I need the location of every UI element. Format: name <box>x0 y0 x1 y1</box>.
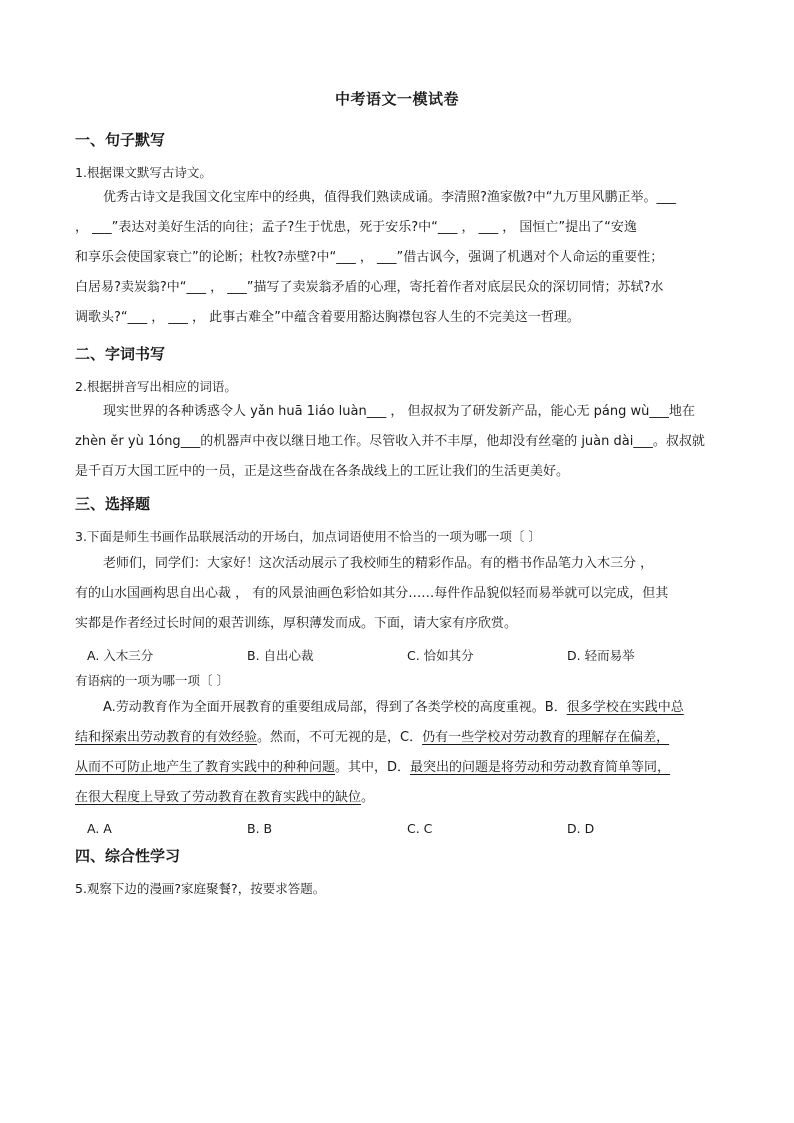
section-heading-1: 一、句子默写 <box>75 131 166 149</box>
sentence-connector: 。其中，D． <box>335 760 411 775</box>
section-heading-4: 四、综合性学习 <box>75 847 181 865</box>
question-4-passage <box>75 693 720 813</box>
sentence-d-underlined: 最突出的问题是将劳动和劳动教育简单等同， <box>410 760 671 775</box>
question-2-prompt: 2.根据拼音写出相应的词语。 <box>75 379 237 394</box>
option-a[interactable]: A. A <box>87 821 112 836</box>
sentence-a: A.劳动教育作为全面开展教育的重要组成局部，得到了各类学校的高度重视。B． <box>103 700 567 715</box>
option-b[interactable]: B. B <box>247 821 273 836</box>
option-c[interactable]: C. 恰如其分 <box>407 648 474 663</box>
sentence-b-underlined: 很多学校在实践中总 <box>566 700 684 715</box>
passage-line: 是千百万大国工匠中的一员，正是这些奋战在各条战线上的工匠让我们的生活更美好。 <box>75 464 570 479</box>
question-3-prompt: 3.下面是师生书画作品联展活动的开场白，加点词语使用不恰当的一项为哪一项〔 〕 <box>75 529 541 544</box>
passage-line <box>75 783 720 813</box>
passage-line: ， ___”表达对美好生活的向往；孟子?生于忧患，死于安乐?中“___ ， ___ ， 国恒亡”提出了“安逸 <box>75 220 637 235</box>
passage-line: 实都是作者经过长时间的艰苦训练，厚积薄发而成。下面，请大家有序欣赏。 <box>75 616 518 631</box>
question-3-options <box>87 646 727 664</box>
passage-line: 和享乐会使国家衰亡”的论断；杜牧?赤壁?中“___ ， ___”借古讽今，强调了机遇对个人命运的重要性； <box>75 250 664 265</box>
question-4-options <box>87 821 727 836</box>
passage-line: 白居易?卖炭翁?中“___ ， ___”描写了卖炭翁矛盾的心理，寄托着作者对底层民众的深切同情；苏轼?水 <box>75 280 664 295</box>
question-4-prompt: 有语病的一项为哪一项〔 〕 <box>75 673 229 688</box>
passage-line: 有的山水国画构思自出心裁 ， 有的风景油画色彩恰如其分……每件作品貌似轻而易举就可以完成，但其 <box>75 586 669 601</box>
sentence-c-underlined: 仍有一些学校对劳动教育的理解存在偏差， <box>422 730 670 745</box>
question-3-passage <box>75 549 720 639</box>
passage-line <box>75 723 720 753</box>
question-1-prompt: 1.根据课文默写古诗文。 <box>75 165 212 180</box>
question-2-passage <box>75 397 720 487</box>
passage-line: 现实世界的各种诱惑令人 yǎn huā 1iáo luàn___ ， 但叔叔为了研发新产品，能心无 páng wù___地在 <box>103 404 695 419</box>
option-c[interactable]: C. C <box>407 821 433 836</box>
question-5-prompt: 5.观察下边的漫画?家庭聚餐?，按要求答题。 <box>75 881 326 896</box>
option-d[interactable]: D. 轻而易举 <box>567 648 635 663</box>
passage-line: zhèn ěr yù 1óng___的机器声中夜以继日地工作。尽管收入并不丰厚，他却没有丝毫的 juàn dài___。叔叔就 <box>75 434 705 449</box>
passage-line: 老师们，同学们：大家好！这次活动展示了我校师生的精彩作品。有的楷书作品笔力入木三分 ， <box>103 556 654 571</box>
option-d[interactable]: D. D <box>567 821 595 836</box>
question-1-passage <box>75 183 720 333</box>
sentence-end: 。 <box>361 790 375 805</box>
option-b[interactable]: B. 自出心裁 <box>247 648 314 663</box>
sentence-c-underlined: 从而不可防止地产生了教育实践中的种种问题 <box>75 760 336 775</box>
sentence-connector: 。然而，不可无视的是，C． <box>257 730 423 745</box>
sentence-d-underlined: 在很大程度上导致了劳动教育在教育实践中的缺位 <box>75 790 362 805</box>
passage-line: 调歌头?“___ ， ___ ， 此事古难全”中蕴含着要用豁达胸襟包容人生的不完美这一哲理。 <box>75 310 580 325</box>
section-heading-2: 二、字词书写 <box>75 345 166 363</box>
sentence-b-underlined: 结和探索出劳动教育的有效经验 <box>75 730 258 745</box>
option-a[interactable]: A. 入木三分 <box>87 648 154 663</box>
passage-line <box>75 753 720 783</box>
page-title: 中考语文一模试卷 <box>334 90 459 108</box>
passage-line <box>75 693 720 723</box>
passage-line: 优秀古诗文是我国文化宝库中的经典，值得我们熟读成诵。李清照?渔家傲?中“九万里风鹏正举。___ <box>103 190 677 205</box>
section-heading-3: 三、选择题 <box>75 495 151 513</box>
